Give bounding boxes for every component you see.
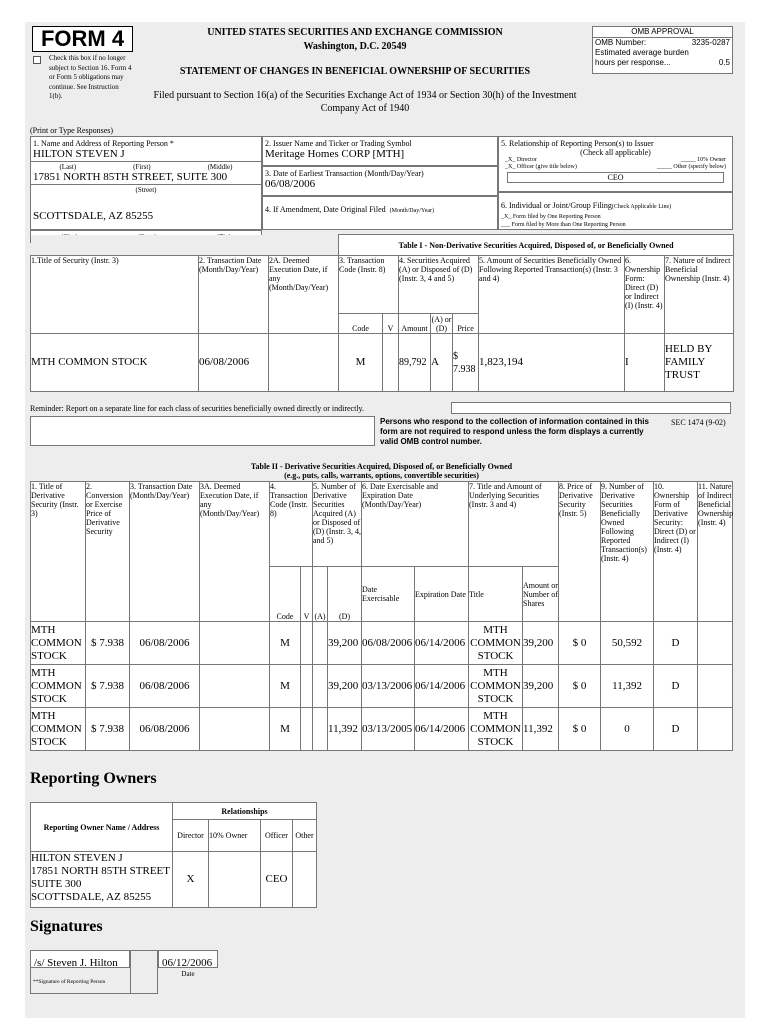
t1-date: 06/08/2006 (199, 334, 269, 392)
first-caption: (First) (133, 163, 151, 171)
issuer-label: 2. Issuer Name and Ticker or Trading Symbol (265, 139, 412, 148)
t1-code: M (339, 334, 383, 392)
relationships-header: Relationships (173, 803, 317, 820)
table-1-title: Table I - Non-Derivative Securities Acquired, Disposed of, or Beneficially Owned (339, 235, 734, 256)
t1-v (383, 334, 399, 392)
t2-date: 06/08/2006 (130, 622, 200, 665)
filing-more-persons[interactable]: ___ Form filed by More than One Reporting Person (501, 222, 626, 228)
omb-title: OMB APPROVAL (593, 27, 732, 38)
box1-label: 1. Name and Address of Reporting Person * (33, 139, 174, 148)
t2-deriv-price: $ 0 (559, 708, 601, 751)
t2-h-title-sub: Title (469, 567, 523, 622)
signature-date-caption: Date (181, 970, 195, 978)
table-row (31, 665, 733, 708)
t1-h-owned: 5. Amount of Securities Beneficially Owned Following Reported Transaction(s) (Instr. 3 and 4) (479, 256, 625, 334)
t2-nature (698, 665, 733, 708)
amendment-label: 4. If Amendment, Date Original Filed (265, 205, 386, 214)
reporting-owners-heading: Reporting Owners (30, 770, 157, 787)
t2-code: M (270, 665, 301, 708)
signature-name-box (30, 950, 130, 968)
t2-d: 39,200 (328, 622, 362, 665)
t2-h-code: 4. Transaction Code (Instr. 8) (270, 482, 313, 567)
reporting-person-box (30, 136, 262, 230)
t2-underlying-title: MTH COMMON STOCK (469, 665, 523, 708)
street-value: 17851 NORTH 85TH STREET, SUITE 300 (33, 171, 228, 183)
t2-h-underlying: 7. Title and Amount of Underlying Securities (Instr. 3 and 4) (469, 482, 559, 567)
owner-line-4: SCOTTSDALE, AZ 85255 (31, 891, 152, 903)
t2-v (301, 665, 313, 708)
t2-underlying-title: MTH COMMON STOCK (469, 622, 523, 665)
t2-v (301, 708, 313, 751)
filing-type-box (498, 192, 733, 230)
owner-line-3: SUITE 300 (31, 878, 82, 890)
signatures-heading: Signatures (30, 918, 103, 935)
director-check[interactable]: _X_ Director (505, 157, 537, 163)
signature-caption-box (30, 968, 130, 994)
signature-date-box (158, 950, 218, 968)
t1-owned: 1,823,194 (479, 334, 625, 392)
middle-caption: (Middle) (207, 163, 233, 171)
t2-expiration: 06/14/2006 (415, 708, 469, 751)
t2-deemed (200, 665, 270, 708)
owner-line-2: 17851 NORTH 85TH STREET (31, 865, 170, 877)
officer-header: Officer (261, 820, 293, 852)
checkbox-note: Check this box if no longer subject to Section 16. Form 4 or Form 5 obligations may continue. See Instruction 1(b). (49, 54, 132, 101)
t2-h-form: 10. Ownership Form of Derivative Security: Direct (D) or Indirect (I) (Instr. 4) (654, 482, 698, 622)
table-2 (30, 481, 733, 751)
relationship-label: 5. Relationship of Reporting Person(s) to Issuer (501, 139, 654, 148)
filing-type-small: (Check Applicable Line) (611, 204, 672, 210)
omb-burden-value: 0.5 (718, 58, 730, 67)
agency-location: Washington, D.C. 20549 (303, 41, 407, 52)
t2-exercisable: 03/13/2006 (362, 665, 415, 708)
t2-h-date: 3. Transaction Date (Month/Day/Year) (130, 482, 200, 622)
signature-caption: **Signature of Reporting Person (33, 979, 106, 985)
t2-conversion-price: $ 7.938 (86, 665, 130, 708)
t1-h-deemed: 2A. Deemed Execution Date, if any (Month/Day/Year) (269, 256, 339, 334)
earliest-transaction-value: 06/08/2006 (265, 178, 316, 190)
omb-approval-box (592, 26, 733, 74)
last-caption: (Last) (59, 163, 77, 171)
earliest-transaction-box (262, 166, 498, 196)
t2-v (301, 622, 313, 665)
t2-h-code-sub: Code (270, 567, 301, 622)
ten-pct-owner-header: 10% Owner (209, 820, 261, 852)
t2-h-expiration: Expiration Date (415, 567, 469, 622)
reporting-person-name: HILTON STEVEN J (33, 148, 125, 160)
street-caption: (Street) (31, 184, 261, 194)
t2-owned: 0 (601, 708, 654, 751)
issuer-value: Meritage Homes CORP [MTH] (265, 148, 405, 160)
owner-line-1: HILTON STEVEN J (31, 852, 123, 864)
t2-underlying-amount: 39,200 (523, 665, 559, 708)
relationship-sub: (Check all applicable) (580, 148, 651, 157)
t1-aord: A (431, 334, 453, 392)
omb-burden-line2: hours per response... (595, 58, 671, 67)
t2-h-owned: 9. Number of Derivative Securities Beneficially Owned Following Reported Transaction(s) (Instr. 4) (601, 482, 654, 622)
t1-h-amount: Amount (399, 314, 431, 334)
relationship-box (498, 136, 733, 192)
table-row (31, 622, 733, 665)
t2-owned: 50,592 (601, 622, 654, 665)
t2-security: MTH COMMON STOCK (31, 708, 86, 751)
officer-title: CEO (507, 172, 724, 183)
table-2-subtitle: (e.g., puts, calls, warrants, options, convertible securities) (284, 471, 479, 480)
t1-h-nature: 7. Nature of Indirect Beneficial Ownership (Instr. 4) (665, 256, 734, 334)
no-longer-subject-checkbox[interactable] (33, 56, 41, 64)
owner-name-header: Reporting Owner Name / Address (31, 803, 173, 852)
other-check[interactable]: _____ Other (specify below) (656, 164, 726, 170)
filing-one-person[interactable]: _X_ Form filed by One Reporting Person (501, 214, 601, 220)
t2-h-price: 8. Price of Derivative Security (Instr. 5) (559, 482, 601, 622)
table-row (31, 852, 317, 908)
filed-line-1: Filed pursuant to Section 16(a) of the Securities Exchange Act of 1934 or Section 30(h) of the Investment (153, 90, 577, 101)
t2-conversion-price: $ 7.938 (86, 622, 130, 665)
t1-h-acquired: 4. Securities Acquired (A) or Disposed of (D) (Instr. 3, 4 and 5) (399, 256, 479, 314)
issuer-box (262, 136, 498, 166)
t2-h-d: (D) (328, 567, 362, 622)
t2-h-amount: Amount or Number of Shares (523, 567, 559, 622)
reminder-blank-box (451, 402, 731, 414)
t2-h-v: V (301, 567, 313, 622)
t1-h-title: 1.Title of Security (Instr. 3) (31, 256, 199, 334)
t2-expiration: 06/14/2006 (415, 622, 469, 665)
filed-pursuant (125, 89, 605, 115)
filing-type-label: 6. Individual or Joint/Group Filing (501, 201, 612, 210)
owner-address (31, 852, 173, 908)
t2-expiration: 06/14/2006 (415, 665, 469, 708)
t2-h-exercisable: 6. Date Exercisable and Expiration Date (Month/Day/Year) (362, 482, 469, 567)
t1-h-date: 2. Transaction Date (Month/Day/Year) (199, 256, 269, 334)
t1-amount: 89,792 (399, 334, 431, 392)
reminder-text: Reminder: Report on a separate line for each class of securities beneficially owned directly or indirectly. (30, 404, 365, 413)
form-page (25, 22, 745, 1018)
city-value: SCOTTSDALE, AZ 85255 (33, 210, 154, 222)
t2-conversion-price: $ 7.938 (86, 708, 130, 751)
t2-code: M (270, 708, 301, 751)
table-row (31, 708, 733, 751)
owner-ten-pct (209, 852, 261, 908)
t2-a (313, 665, 328, 708)
t2-code: M (270, 622, 301, 665)
t2-exercisable: 06/08/2006 (362, 622, 415, 665)
t2-underlying-amount: 11,392 (523, 708, 559, 751)
amendment-small: (Month/Day/Year) (389, 208, 435, 214)
persons-notice: Persons who respond to the collection of information contained in this form are not required to respond unless the form displays a currently valid OMB control number. (380, 417, 649, 446)
t1-nature: HELD BY FAMILY TRUST (665, 334, 734, 392)
t2-a (313, 622, 328, 665)
owner-other (293, 852, 317, 908)
other-header: Other (293, 820, 317, 852)
form-title: FORM 4 (32, 26, 133, 52)
t1-h-code: 3. Transaction Code (Instr. 8) (339, 256, 399, 314)
t2-d: 39,200 (328, 665, 362, 708)
t2-a (313, 708, 328, 751)
agency-name: UNITED STATES SECURITIES AND EXCHANGE COMMISSION (207, 27, 503, 38)
t2-h-nature: 11. Nature of Indirect Beneficial Ownership (Instr. 4) (698, 482, 733, 622)
ten-pct-owner-check[interactable]: _____ 10% Owner (680, 157, 726, 163)
t2-form: D (654, 665, 698, 708)
t2-deriv-price: $ 0 (559, 665, 601, 708)
print-note: (Print or Type Responses) (30, 126, 114, 135)
t2-security: MTH COMMON STOCK (31, 665, 86, 708)
t2-date: 06/08/2006 (130, 665, 200, 708)
t1-h-code-sub: Code (339, 314, 383, 334)
t2-h-deemed: 3A. Deemed Execution Date, if any (Month/Day/Year) (200, 482, 270, 622)
owner-officer: CEO (261, 852, 293, 908)
earliest-transaction-label: 3. Date of Earliest Transaction (Month/Day/Year) (265, 169, 424, 178)
reminder-left-box (30, 416, 375, 446)
t2-h-title: 1. Title of Derivative Security (Instr. 3) (31, 482, 86, 622)
t2-nature (698, 708, 733, 751)
t2-exercisable: 03/13/2005 (362, 708, 415, 751)
owner-director: X (173, 852, 209, 908)
t2-d: 11,392 (328, 708, 362, 751)
table-1 (30, 234, 734, 392)
t2-owned: 11,392 (601, 665, 654, 708)
t1-h-price: Price (453, 314, 479, 334)
signature-spacer-box (130, 950, 158, 994)
t2-security: MTH COMMON STOCK (31, 622, 86, 665)
omb-burden-line1: Estimated average burden (595, 48, 689, 57)
t1-price: $ 7.938 (453, 334, 479, 392)
signature-name: /s/ Steven J. Hilton (34, 957, 118, 969)
filed-line-2: Company Act of 1940 (320, 103, 410, 114)
t1-h-aord: (A) or (D) (431, 315, 452, 333)
t2-h-a: (A) (313, 567, 328, 622)
t1-deemed (269, 334, 339, 392)
signature-date: 06/12/2006 (162, 957, 213, 969)
t2-h-conversion: 2. Conversion or Exercise Price of Derivative Security (86, 482, 130, 622)
amendment-box (262, 196, 498, 230)
t2-nature (698, 622, 733, 665)
table-row (31, 334, 734, 392)
t2-deemed (200, 622, 270, 665)
reporting-owners-table (30, 802, 317, 908)
t2-form: D (654, 708, 698, 751)
t2-date: 06/08/2006 (130, 708, 200, 751)
t1-h-form: 6. Ownership Form: Direct (D) or Indirect (I) (Instr. 4) (625, 256, 665, 334)
table-2-title: Table II - Derivative Securities Acquired, Disposed of, or Beneficially Owned (250, 462, 513, 471)
t2-deemed (200, 708, 270, 751)
t1-h-v: V (383, 314, 399, 334)
t2-underlying-amount: 39,200 (523, 622, 559, 665)
statement-title: STATEMENT OF CHANGES IN BENEFICIAL OWNERSHIP OF SECURITIES (179, 66, 531, 77)
director-header: Director (173, 820, 209, 852)
sec-number: SEC 1474 (9-02) (671, 418, 726, 427)
t1-form: I (625, 334, 665, 392)
t1-security: MTH COMMON STOCK (31, 334, 199, 392)
t2-form: D (654, 622, 698, 665)
t2-h-number: 5. Number of Derivative Securities Acquired (A) or Disposed of (D) (Instr. 3, 4, and 5) (313, 482, 362, 567)
t2-underlying-title: MTH COMMON STOCK (469, 708, 523, 751)
omb-number-label: OMB Number: (595, 38, 647, 47)
officer-check[interactable]: _X_ Officer (give title below) (505, 164, 577, 170)
t2-deriv-price: $ 0 (559, 622, 601, 665)
t2-h-date-exercisable: Date Exercisable (362, 567, 415, 622)
omb-number-value: 3235-0287 (691, 38, 730, 47)
